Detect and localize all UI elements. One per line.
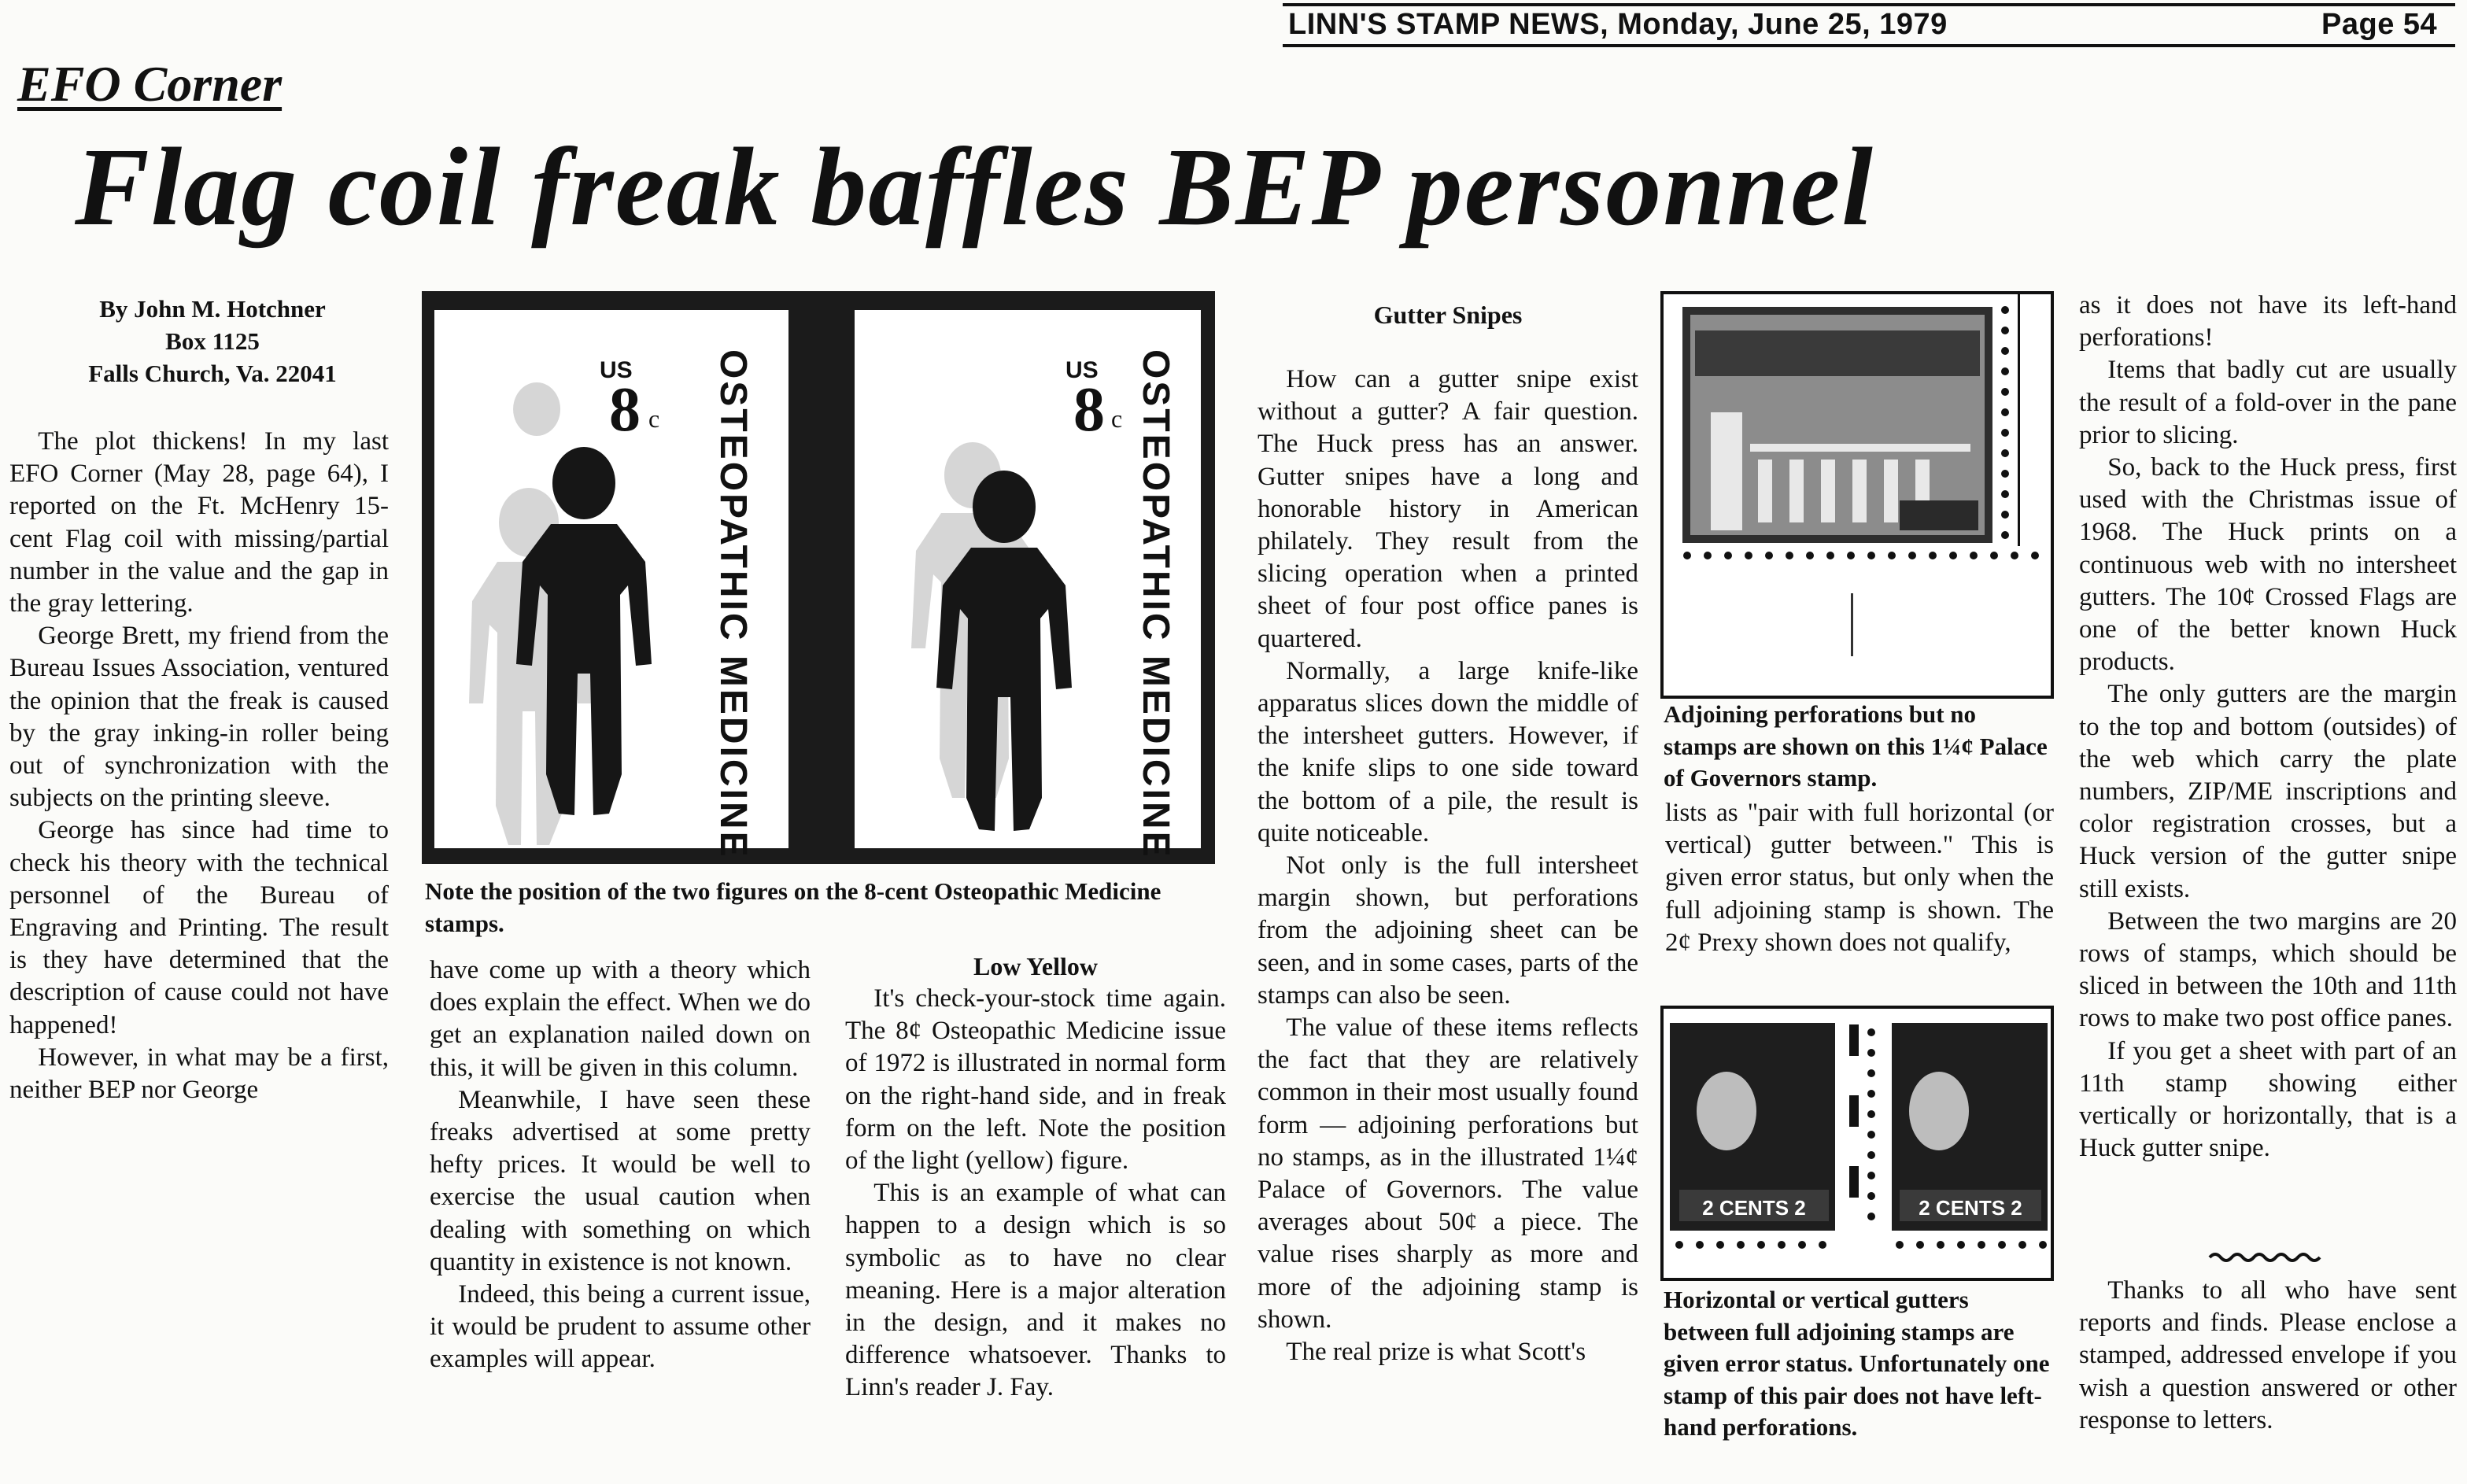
byline-city: Falls Church, Va. 22041 [88,360,337,387]
paragraph: How can a gutter snipe exist without a gutter? A fair question. The Huck press has an answer. Gutter snipes have a long and honorable history in American philately. They result from the slicing operation when a printed sheet of four post office panes is quartered. [1258,365,1638,653]
stamp-country: US [600,357,633,383]
byline [31,293,393,389]
prexy-caption: Horizontal or vertical gutters between full adjoining stamps are given error status. Unfortunately one stamp of this pair does not have left-hand perforations. [1664,1286,2050,1441]
paragraph: The real prize is what Scott's [1286,1338,1586,1367]
masthead-bottom-rule [1283,44,2455,47]
section-divider-ornament [2208,1250,2326,1265]
stamp-denomination: 8 [609,375,641,445]
stamp-country: US [1065,357,1099,383]
prexy-value-left: 2 CENTS 2 [1702,1196,1806,1220]
palace-stamp-figure [1660,291,2054,699]
article-column-6-closing [2079,1275,2457,1437]
osteopathic-caption: Note the position of the two figures on the 8-cent Osteopathic Medicine stamps. [425,877,1161,937]
osteopathic-stamps-figure [422,291,1215,864]
paragraph: However, in what may be a first, neither BEP nor George [9,1043,389,1105]
paragraph: The only gutters are the margin to the top and bottom (outsides) of the web which carry the plate numbers, ZIP/ME inscriptions and color registration crosses, but a Huck version of the gutter snipe still exists. [2079,680,2457,903]
subhead-gutter-snipes: Gutter Snipes [1373,301,1523,329]
paragraph: The plot thickens! In my last EFO Corner (May 28, page 64), I reported on the Ft. McHenry 15-cent Flag coil with missing/partial number in the value and the gap in the gray lettering. [9,427,389,618]
stamp-title: OSTEOPATHIC MEDICINE [712,349,754,859]
article-column-5 [1665,797,2054,959]
paragraph: Not only is the full intersheet margin shown, but perforations from the adjoining sheet can be seen, and in some cases, parts of the stamps can also be seen. [1258,851,1638,1010]
prexy-pair-art [1664,1009,2051,1278]
paragraph: If you get a sheet with part of an 11th stamp showing either vertically or horizontally, that is a Huck gutter snipe. [2079,1036,2457,1163]
page-number: Page 54 [2321,8,2438,41]
paragraph: as it does not have its left-hand perforations! [2079,291,2457,353]
paragraph: have come up with a theory which does explain the effect. When we do get an explanation nailed down on this, it will be given in this column. [430,956,811,1082]
subhead-low-yellow: Low Yellow [973,952,1098,980]
byline-box: Box 1125 [165,327,260,355]
paragraph: Indeed, this being a current issue, it would be prudent to assume other examples will appear. [430,1280,811,1374]
stamp-denomination: 8 [1073,375,1105,445]
section-label: EFO Corner [17,56,283,112]
freak-stamp-image [434,310,788,859]
headline: Flag coil freak baffles BEP personnel [75,124,1874,249]
byline-name: By John M. Hotchner [99,295,326,323]
normal-stamp-image [855,310,1201,859]
prexy-pair-figure [1660,1006,2054,1281]
paragraph: So, back to the Huck press, first used with the Christmas issue of 1968. The Huck prints on a continuous web with no intersheet gutters. The 10¢ Crossed Flags are one of the better known Huck products. [2079,453,2457,677]
paragraph: Between the two margins are 20 rows of stamps, which should be sliced in between the 10th and 11th rows to make two post office panes. [2079,906,2457,1033]
stamp-cent-sign: c [1111,404,1123,433]
stamp-title: OSTEOPATHIC MEDICINE [1135,349,1176,859]
masthead-top-rule [1283,3,2455,6]
paragraph: Thanks to all who have sent reports and finds. Please enclose a stamped, addressed envelope if you wish a question answered or other response to letters. [2079,1276,2457,1434]
paragraph: Meanwhile, I have seen these freaks advertised at some pretty hefty prices. It would be well to exercise the usual caution when dealing with something on which quantity in existence is not known. [430,1085,811,1276]
paragraph: Items that badly cut are usually the result of a fold-over in the pane prior to slicing. [2079,356,2457,449]
article-column-6 [2079,290,2457,1165]
palace-caption: Adjoining perforations but no stamps are shown on this 1¼¢ Palace of Governors stamp. [1664,700,2048,792]
paragraph: George has since had time to check his theory with the technical personnel of the Bureau of Engraving and Printing. The result is they have determined that the description of cause could not have happened! [9,816,389,1039]
article-column-2 [430,954,811,1376]
palace-stamp-art [1664,294,2051,696]
paragraph: It's check-your-stock time again. The 8¢ Osteopathic Medicine issue of 1972 is illustrated in normal form on the right-hand side, and in freak form on the left. Note the position of the light (yellow) figure. [845,984,1226,1176]
paragraph: This is an example of what can happen to a design which is so symbolic as to have no clear meaning. Here is a major alteration in the design, and it makes no difference whatsoever. Thanks to Linn's reader J. Fay. [845,1179,1226,1402]
prexy-value-right: 2 CENTS 2 [1919,1196,2022,1220]
stamp-cent-sign: c [648,404,660,433]
article-column-1 [9,426,389,1106]
paragraph: The value of these items reflects the fact that they are relatively common in their most usually found form — adjoining perforations but no stamps, as in the illustrated 1¼¢ Palace of Governors. The value averages about 50¢ a piece. The value rises sharply as more and more of the adjoining stamp is shown. [1258,1013,1638,1334]
article-column-4 [1258,299,1638,1368]
masthead-publication: LINN'S STAMP NEWS, Monday, June 25, 1979 [1288,8,1948,41]
article-column-3 [845,951,1226,1405]
paragraph: Normally, a large knife-like apparatus slices down the middle of the intersheet gutters. However, if the knife slips to one side toward the bottom of a pile, the result is quite noticeable. [1258,656,1638,847]
paragraph: lists as "pair with full horizontal (or vertical) gutter between." This is given error status, but only when the full adjoining stamp is shown. The 2¢ Prexy shown does not qualify, [1665,799,2054,957]
paragraph: George Brett, my friend from the Bureau Issues Association, ventured the opinion that the freak is caused by the gray inking-in roller being out of synchronization with the subjects on the printing sleeve. [9,622,389,813]
